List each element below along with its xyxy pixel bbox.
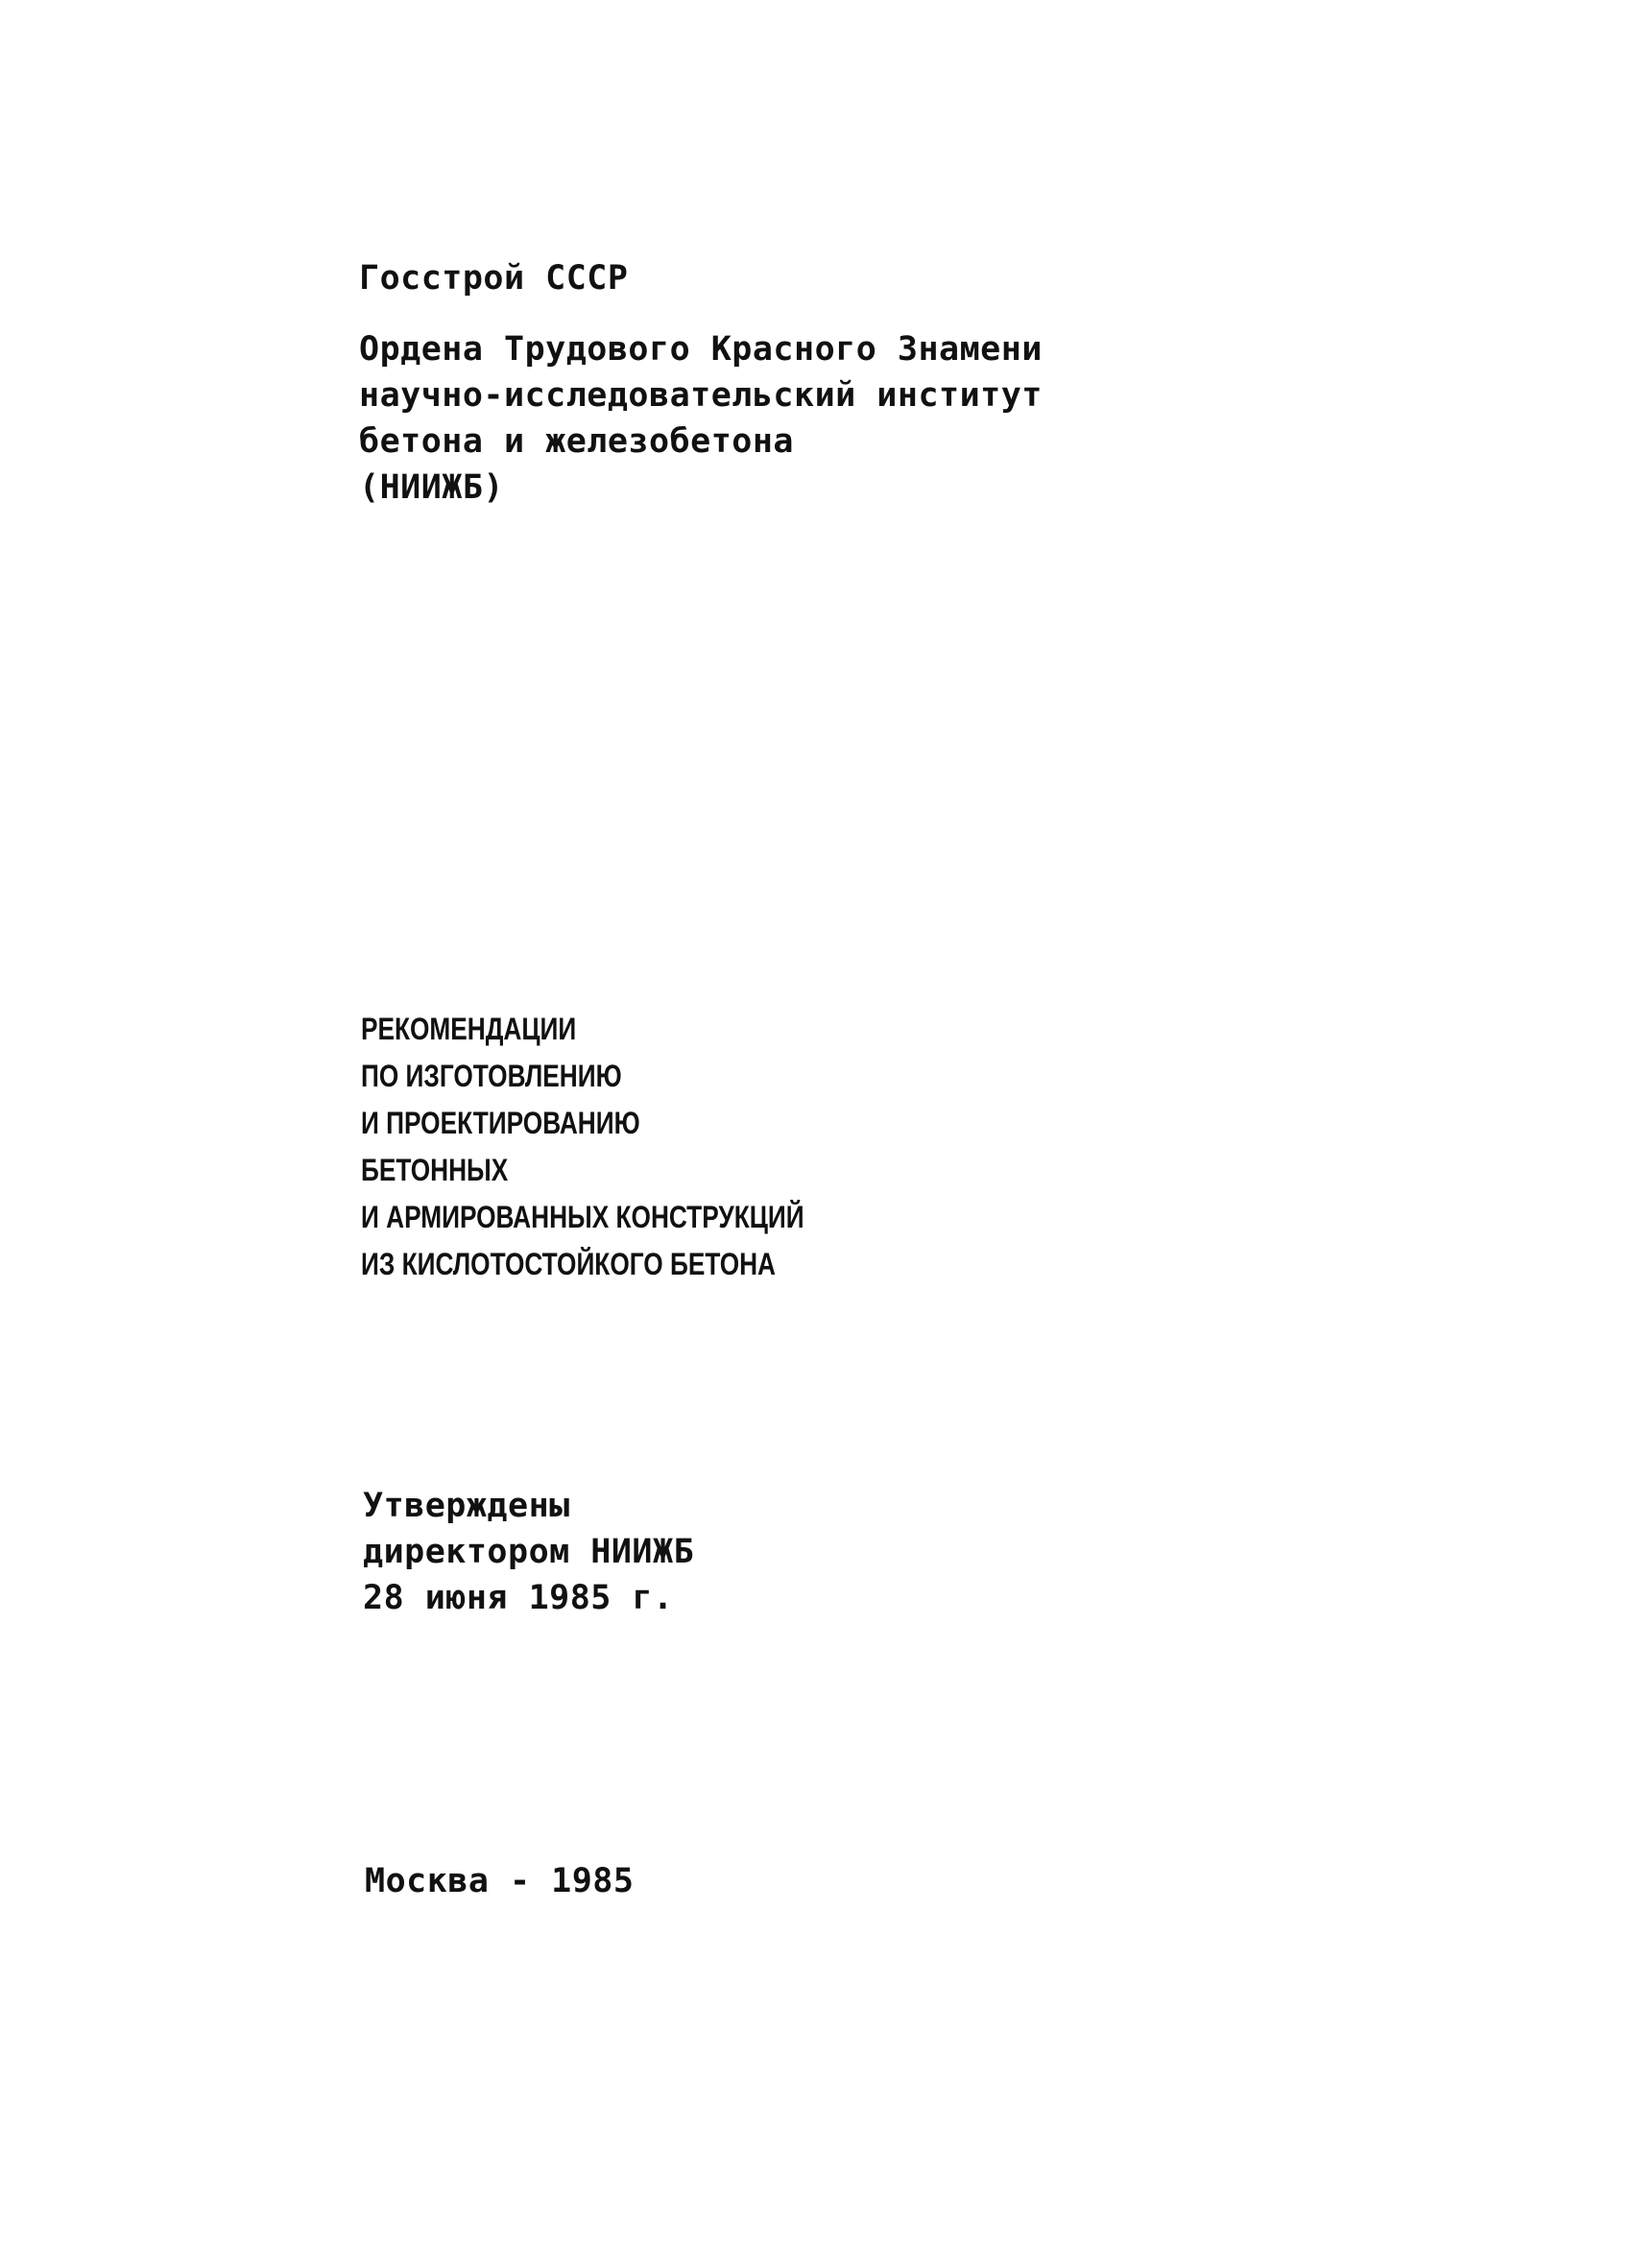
institute-line: бетона и железобетона	[359, 422, 795, 461]
institute-line: научно-исследовательский институт	[359, 376, 1043, 415]
place-and-year: Москва - 1985	[365, 1862, 635, 1900]
institute-line: Ордена Трудового Красного Знамени	[359, 330, 1043, 369]
title-line: ИЗ КИСЛОТОСТОЙКОГО БЕТОНА	[361, 1247, 777, 1281]
agency-name: Госстрой СССР	[359, 259, 629, 298]
institute-abbreviation: (НИИЖБ)	[359, 468, 505, 507]
agency-header	[359, 255, 628, 301]
title-line: И ПРОЕКТИРОВАНИЮ	[361, 1106, 640, 1140]
approval-date: 28 июня 1985 г.	[363, 1579, 674, 1617]
approval-line: Утверждены	[363, 1487, 570, 1525]
title-line: БЕТОННЫХ	[361, 1153, 509, 1187]
institute-header	[359, 326, 1043, 511]
title-line: И АРМИРОВАННЫХ КОНСТРУКЦИЙ	[361, 1200, 804, 1234]
approval-line: директором НИИЖБ	[363, 1533, 695, 1571]
imprint	[365, 1858, 634, 1904]
title-line: РЕКОМЕНДАЦИИ	[361, 1012, 577, 1046]
document-title	[361, 1006, 901, 1288]
approval-note	[363, 1483, 694, 1621]
title-line: ПО ИЗГОТОВЛЕНИЮ	[361, 1059, 622, 1093]
